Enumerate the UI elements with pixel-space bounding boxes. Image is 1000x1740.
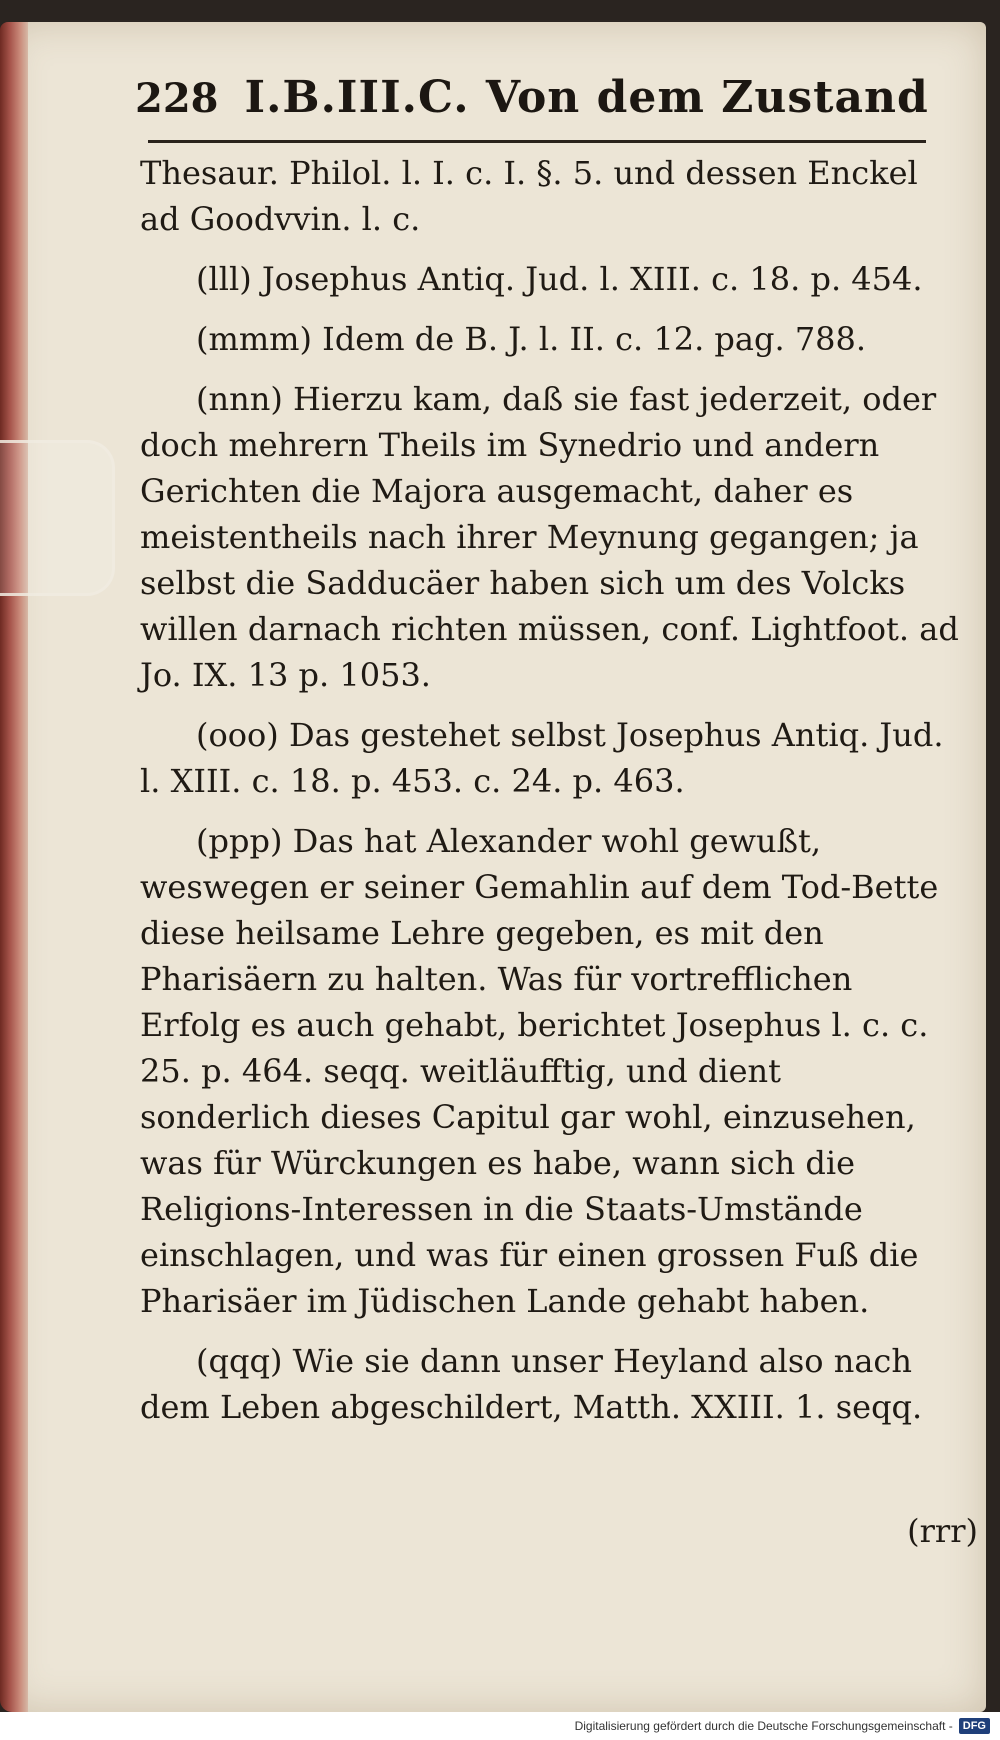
- footnote-continuation: Thesaur. Philol. l. I. c. I. §. 5. und dessen Enckel ad Goodvvin. l. c.: [140, 154, 918, 238]
- footnote-ppp: (ppp) Das hat Alexander wohl gewußt, weswegen er seiner Gemahlin auf dem Tod-Bette diese heilsame Lehre gegeben, es mit den Pharisäern zu halten. Was für vortrefflichen Erfolg es auch gehabt, berichtet Josephus l. c. c. 25. p. 464. seqq. weitläufftig, und dient sonderlich dieses Capitul gar wohl, einzusehen, was für Würckungen es habe, wann sich die Religions-Interessen in die Staats-Umstände einschlagen, und was für einen grossen Fuß die Pharisäer im Jüdischen Lande gehabt haben.: [140, 822, 939, 1320]
- footnote-mmm: (mmm) Idem de B. J. l. II. c. 12. pag. 788.: [196, 320, 867, 358]
- footnote-nnn: (nnn) Hierzu kam, daß sie fast jederzeit, oder doch mehrern Theils im Synedrio und andern Gerichten die Majora ausgemacht, daher es meistentheils nach ihrer Meynung gegangen; ja selbst die Sadducäer haben sich um des Volcks willen darnach richten müssen, conf. Lightfoot. ad Jo. IX. 13 p. 1053.: [140, 380, 959, 694]
- page-number: 228: [135, 75, 219, 122]
- running-title: I.B.III.C. Von dem Zustand: [244, 72, 929, 123]
- footnote-block: [140, 150, 960, 1444]
- header-rule: [148, 140, 926, 143]
- catchword: (rrr): [907, 1512, 978, 1550]
- digitization-footer: [0, 1712, 1000, 1740]
- footnote-ooo: (ooo) Das gestehet selbst Josephus Antiq. Jud. l. XIII. c. 18. p. 453. c. 24. p. 463.: [140, 716, 944, 800]
- footnote-qqq: (qqq) Wie sie dann unser Heyland also nach dem Leben abgeschildert, Matth. XXIII. 1. seqq.: [140, 1342, 923, 1426]
- page-edge: [0, 22, 28, 1712]
- footnote-lll: (lll) Josephus Antiq. Jud. l. XIII. c. 18. p. 454.: [196, 260, 923, 298]
- running-header: [135, 72, 935, 130]
- dfg-logo: DFG: [959, 1718, 990, 1734]
- funding-credit: Digitalisierung gefördert durch die Deutsche Forschungsgemeinschaft -: [574, 1719, 953, 1733]
- page-clip: [0, 440, 115, 596]
